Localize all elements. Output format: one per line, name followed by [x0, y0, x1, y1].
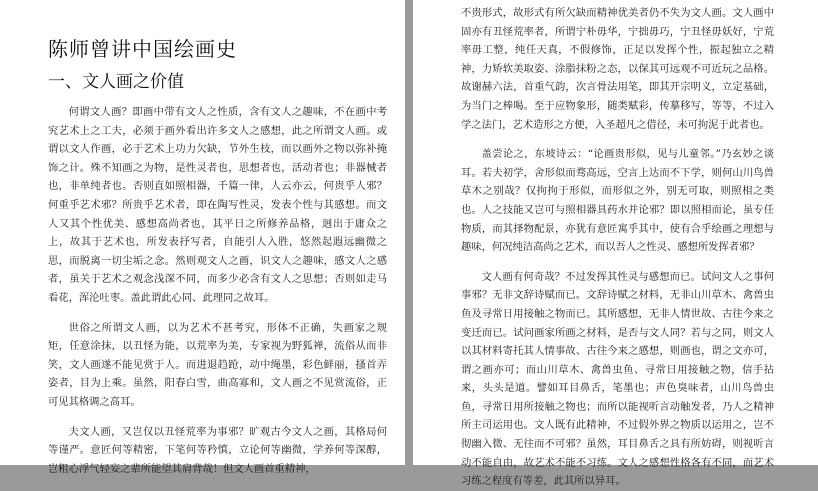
paragraph-4: 盖尝论之，东坡诗云：“论画贵形似，见与儿童邻。”乃玄妙之谈耳。若夫初学，舍形似而骛高远，空言上达而不下学，则何山川鸟兽草木之别哉？仅拘拘于形似，而形似之外，别无可取，则照相之类也。人之技能又岂可与照相器具药水并论邪？即以照相而论，虽专任物质，而其择物配景，亦犹有意匠寓乎其中，使有合乎绘画之理想与趣味，何况纯洁高尚之艺术，而以吾人之性灵、感想所发挥者邪？ — [461, 148, 774, 254]
paragraph-2: 世俗之所谓文人画，以为艺术不甚考究，形体不正确，失画家之规矩，任意涂抹，以丑怪为能，以荒率为美，专家视为野狐禅，流俗从而非笑，文人画遂不能见赏于人。而进退趋跄，动中绳墨，彩色鲜丽，搔首弄姿者，目为上乘。虽然，阳春白雪，曲高寡和，文人画之不见赏流俗，正可见其格调之高耳。 — [48, 321, 387, 408]
paragraph-3: 夫文人画，又岂仅以丑怪荒率为事邪？旷观古今文人之画，其格局何等谨严。意匠何等精密，下笔何等矜慎，立论何等幽微，学养何等深醇，岂粗心浮气轻妄之辈所能望其肩背哉！但文人画首重精神， — [48, 425, 387, 475]
paragraph-1: 何谓文人画？即画中带有文人之性质，含有文人之趣味，不在画中考究艺术上之工夫，必须于画外看出许多文人之感想，此之所谓文人画。或谓以文人作画，必于艺术上功力欠缺，节外生枝，而以画外之物以弥补掩饰之计。殊不知画之为物，是性灵者也，思想者也，活动者也；非器械者也，非单纯者也。否则直如照相器，千篇一律，人云亦云，何贵乎人邪？何重乎艺术邪？所贵乎艺术者，即在陶写性灵，发表个性与其感想。而文人又其个性优美、感想高尚者也，其平日之所修养品格，迥出于庸众之上，故其于艺术也，所发表抒写者，自能引人入胜，悠然起遐远幽微之思，而脱离一切尘垢之念。然则观文人之画，识文人之趣味，感文人之感者，虽关于艺术之观念浅深不同，而多少必含有文人之思想；否则如走马看花，浑沦吐枣。盖此谓此心同、此理同之故耳。 — [48, 106, 387, 304]
left-page — [0, 0, 405, 475]
book-title: 陈师曾讲中国绘画史 — [48, 37, 237, 61]
section-heading: 一、文人画之价值 — [48, 72, 184, 92]
right-page — [413, 0, 818, 488]
paragraph-continued: 不贵形式，故形式有所欠缺而精神优美者仍不失为文人画。文人画中固亦有丑怪荒率者，所谓宁朴毋华，宁拙毋巧，宁丑怪毋妖好，宁荒率毋工整，纯任天真，不假修饰，正足以发挥个性，振起独立之精神，力矫软美取姿、涂脂抹粉之态，以保其可远观不可近玩之品格。故谢赫六法，首重气韵，次言骨法用笔，即其开宗明义，立定基础，为当门之棒喝。至于应物象形，随类赋彩，传摹移写，等等，不过入学之法门，艺术造形之方便，入圣超凡之借径，未可拘泥于此者也。 — [461, 7, 774, 131]
paragraph-5: 文人画有何奇哉？不过发挥其性灵与感想而已。试问文人之事何事邪？无非文辞诗赋而已。文辞诗赋之材料，无非山川草木、禽兽虫鱼及寻常日用接触之物而已。其所感想，无非人情世故、古往今来之变迁而已。试问画家所画之材料，是否与文人同？若与之同，则文人以其材料寄托其人情事故、古往今来之感想，则画也，谓之文亦可，谓之画亦可；而山川草木、禽兽虫鱼、寻常日用接触之物，信手拈来，头头是道。譬如耳目鼻舌，笔墨也；声色臭味者，山川鸟兽虫鱼，寻常日用所接触之物也；而所以能视听言动触发者，乃人之精神所主司运用也。文人既有此精神，不过假外界之物质以运用之，岂不彻幽入微、无往而不可邪？虽然，耳目鼻舌之具有所妨碍，则视听言动不能自由，故艺术不能不习练。文人之感想性格各有不同，而艺术习练之程度有等差，此其所以异耳。 — [461, 270, 774, 488]
